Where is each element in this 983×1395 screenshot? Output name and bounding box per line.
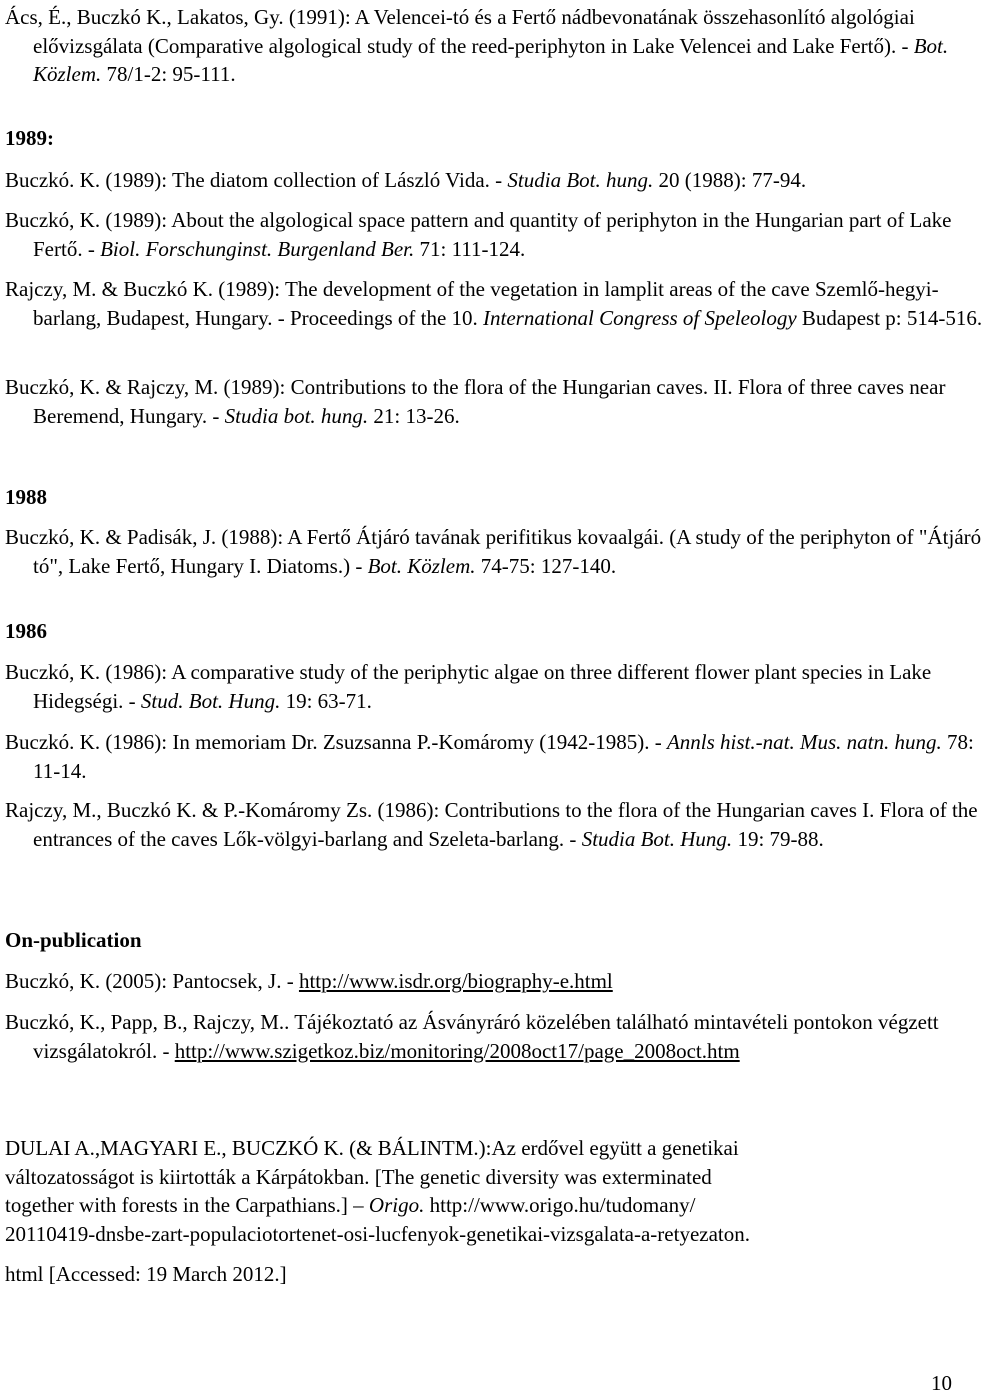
reference-buczko-rajczy-1989 bbox=[5, 373, 983, 430]
year-heading-1988: 1988 bbox=[5, 485, 47, 509]
journal-name: Studia Bot. Hung. bbox=[581, 826, 733, 851]
ref-pages: 78: 11-14. bbox=[33, 730, 974, 783]
journal-name: Stud. Bot. Hung. bbox=[140, 688, 281, 713]
ref-text: Buczkó. K. (1986): In memoriam Dr. Zsuzsanna P.-Komáromy (1942-1985). - bbox=[5, 730, 667, 754]
journal-name: Biol. Forschunginst. Burgenland Ber. bbox=[100, 236, 415, 261]
ref-pages: 74-75: 127-140. bbox=[475, 553, 617, 578]
section-heading-on-publication: On-publication bbox=[5, 928, 142, 952]
dulai-line-3-text: together with forests in the Carpathians.] – bbox=[5, 1193, 369, 1217]
journal-name: Origo. bbox=[368, 1193, 425, 1217]
ref-pages: 71: 111-124. bbox=[414, 236, 526, 261]
ref-text: Buczkó, K. & Rajczy, M. (1989): Contributions to the flora of the Hungarian caves. II. Flora of three caves near Beremend, Hungary. - bbox=[5, 375, 946, 428]
dulai-line-2: változatosságot is kiirtották a Kárpátokban. [The genetic diversity was exterminated bbox=[5, 1164, 712, 1189]
journal-name: Studia bot. hung. bbox=[224, 403, 369, 428]
dulai-line-3 bbox=[5, 1191, 955, 1220]
reference-buczko-1986-comparative bbox=[5, 658, 983, 715]
reference-rajczy-1989 bbox=[5, 275, 983, 332]
ref-pages: 19: 63-71. bbox=[280, 688, 372, 713]
reference-dulai-accessed: html [Accessed: 19 March 2012.] bbox=[5, 1262, 287, 1286]
ref-text: Buczkó, K. (1986): A comparative study of the periphytic algae on three different flower plant species in Lake Hidegségi. - bbox=[5, 660, 932, 713]
ref-text: Ács, É., Buczkó K., Lakatos, Gy. (1991): A Velencei-tó és a Fertő nádbevonatának összehasonlító algológiai elővizsgálata (Comparative algological study of the reed-periphyton in Lake Velencei and Lake Fertő). - bbox=[5, 5, 915, 58]
reference-rajczy-1986 bbox=[5, 796, 983, 853]
ref-text: Rajczy, M., Buczkó K. & P.-Komáromy Zs. (1986): Contributions to the flora of the Hungarian caves I. Flora of the entrances of the caves Lők-völgyi-barlang and Szeleta-barlang. - bbox=[5, 798, 978, 851]
reference-buczko-1989-periphyton bbox=[5, 206, 983, 263]
ref-text: Rajczy, M. & Buczkó K. (1989): The development of the vegetation in lamplit areas of the cave Szemlő-hegyi-barlang, Budapest, Hungary. - Proceedings of the 10. bbox=[5, 277, 939, 330]
journal-name: Bot. Közlem. bbox=[367, 553, 476, 578]
ref-pages: 20 (1988): 77-94. bbox=[653, 168, 807, 192]
reference-acs-1991 bbox=[5, 3, 983, 89]
reference-buczko-padisak-1988 bbox=[5, 523, 983, 580]
reference-buczko-2005 bbox=[5, 967, 983, 996]
ref-text: Buczkó, K., Papp, B., Rajczy, M.. Tájékoztató az Ásványráró közelében található mintavételi pontokon végzett vizsgálatokról. - bbox=[5, 1010, 939, 1063]
ref-text: Buczkó, K. & Padisák, J. (1988): A Fertő Átjáró tavának perifitikus kovaalgái. (A study of the periphyton of "Átjáró tó", Lake Fertő, Hungary I. Diatoms.) - bbox=[5, 525, 982, 578]
reference-buczko-1989-diatom bbox=[5, 166, 983, 195]
dulai-line-4: 20110419-dnsbe-zart-populaciotortenet-osi-lucfenyok-genetikai-vizsgalata-a-retyezaton. bbox=[5, 1221, 750, 1246]
ref-pages: Budapest p: 514-516. bbox=[796, 305, 983, 330]
dulai-line-1: DULAI A.,MAGYARI E., BUCZKÓ K. (& BÁLINTM.):Az erdővel együtt a genetikai bbox=[5, 1136, 739, 1160]
reference-buczko-1986-memoriam bbox=[5, 728, 983, 785]
ref-text: Buczkó, K. (2005): Pantocsek, J. - bbox=[5, 969, 299, 993]
ref-pages: 78/1-2: 95-111. bbox=[101, 62, 236, 86]
reference-buczko-papp-rajczy bbox=[5, 1008, 983, 1065]
page-number: 10 bbox=[931, 1371, 952, 1395]
isdr-link[interactable]: http://www.isdr.org/biography-e.html bbox=[298, 969, 613, 993]
year-heading-1989: 1989: bbox=[5, 126, 54, 150]
journal-name: Bot. Közlem. bbox=[33, 33, 949, 86]
reference-dulai bbox=[5, 1134, 955, 1248]
journal-name: International Congress of Speleology bbox=[483, 305, 797, 330]
ref-pages: 19: 79-88. bbox=[732, 826, 824, 851]
ref-text: Buczkó. K. (1989): The diatom collection of László Vida. - bbox=[5, 168, 508, 192]
ref-text: Buczkó, K. (1989): About the algological space pattern and quantity of periphyton in the Hungarian part of Lake Fertő. - bbox=[5, 208, 952, 261]
journal-name: Annls hist.-nat. Mus. natn. hung. bbox=[666, 730, 942, 754]
year-heading-1986: 1986 bbox=[5, 619, 47, 643]
journal-name: Studia Bot. hung. bbox=[507, 168, 654, 192]
dulai-url-start: http://www.origo.hu/tudomany/ bbox=[424, 1193, 696, 1217]
ref-pages: 21: 13-26. bbox=[368, 403, 460, 428]
szigetkoz-link[interactable]: http://www.szigetkoz.biz/monitoring/2008oct17/page_2008oct.htm bbox=[174, 1038, 740, 1063]
